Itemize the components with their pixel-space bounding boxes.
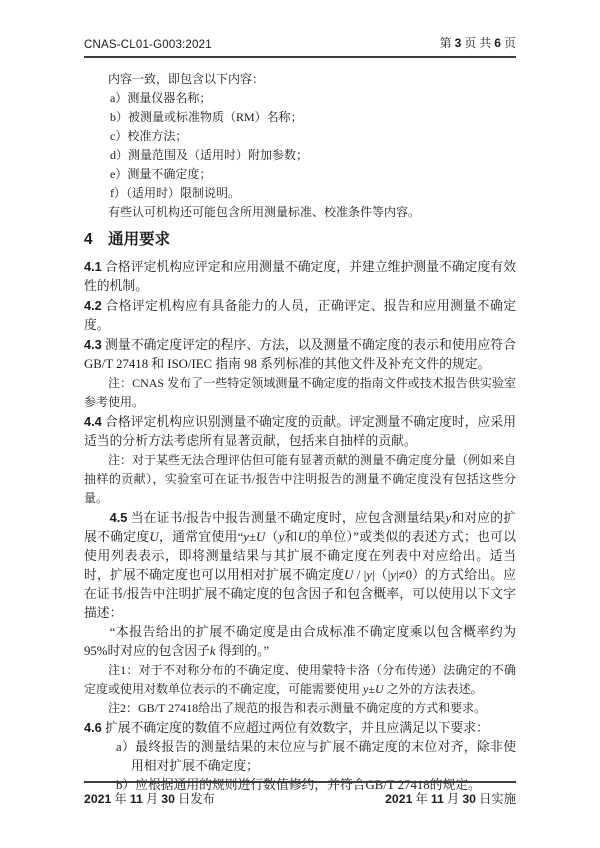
page-header [84,34,516,58]
para-note-1: 注1：对于不对称分布的不确定度、使用蒙特卡洛（分布传递）法确定的不确定度或使用对数单位表示的不确定度，可能需要使用 y±U 之外的方法表述。 [84,663,516,696]
list-item-d: d）测量范围及（适用时）附加参数； [110,148,309,162]
list-item-4-6-b: b）应根据通用的规则进行数值修约，并符合GB/T 27418的规定。 [116,778,481,792]
para-4-3: 4.3 测量不确定度评定的程序、方法，以及测量不确定度的表示和使用应符合 GB/T 27418 和 ISO/IEC 指南 98 系列标准的其他文件及补充文件的规定。 [84,337,516,371]
heading-4: 4 通用要求 [84,231,171,248]
document-code: CNAS-CL01-G003:2021 [84,39,212,51]
para-4-6: 4.6 扩展不确定度的数值不应超过两位有效数字，并且应满足以下要求： [84,720,489,735]
list-item-c: c）校准方法； [110,129,188,143]
document-body [84,70,516,795]
para-continuation: 内容一致，即包含以下内容： [108,72,265,86]
issue-date: 2021 年 11 月 30 日发布 [84,792,215,806]
para-note-cnas-guides: 注：CNAS 发布了一些特定领域测量不确定度的指南文件或技术报告供实验室参考使用。 [84,376,516,409]
list-item-a: a）测量仪器名称； [110,91,212,105]
list-item-f: f）（适用时）限制说明。 [110,186,240,200]
para-note-sampling: 注：对于某些无法合理评估但可能有显著贡献的测量不确定度分量（例如来自抽样的贡献），实验室可在证书/报告中注明报告的测量不确定度没有包括这些分量。 [84,453,517,505]
list-item-4-6-a: a）最终报告的测量结果的末位应与扩展不确定度的末位对齐，除非使用相对扩展不确定度； [116,740,516,773]
implementation-date: 2021 年 11 月 30 日实施 [385,792,516,806]
para-quote-statement: “本报告给出的扩展不确定度是由合成标准不确定度乘以包含概率约为95%时对应的包含因子k 得到的。” [84,625,516,658]
para-note-other-bodies: 有些认可机构还可能包含所用测量标准、校准条件等内容。 [108,205,421,219]
para-4-2: 4.2 合格评定机构应有具备能力的人员，正确评定、报告和应用测量不确定度。 [84,298,516,332]
page-number-info: 第 3 页 共 6 页 [439,36,516,50]
para-4-4: 4.4 合格评定机构应识别测量不确定度的贡献。评定测量不确定度时，应采用适当的分析方法考虑所有显著贡献，包括来自抽样的贡献。 [84,414,516,448]
para-4-5: 4.5 当在证书/报告中报告测量不确定度时，应包含测量结果y和对应的扩展不确定度U，通常宜使用“y±U（y和U的单位）”或类似的表述方式；也可以使用列表表示，即将测量结果与其扩展不确定度在列表中对应给出。适当时，扩展不确定度也可以用相对扩展不确定度U / |y|（|y|≠0）的方式给出。应在证书/报告中注明扩展不确定度的包含因子和包含概率，可以使用以下文字描述： [84,510,517,620]
para-note-2: 注2：GB/T 27418给出了规范的报告和表示测量不确定度的方式和要求。 [108,701,487,715]
para-4-1: 4.1 合格评定机构应评定和应用测量不确定度，并建立维护测量不确定度有效性的机制。 [84,259,516,293]
list-item-b: b）被测量或标准物质（RM）名称； [110,110,303,124]
page-footer [84,781,516,807]
list-item-e: e）测量不确定度； [110,167,212,181]
